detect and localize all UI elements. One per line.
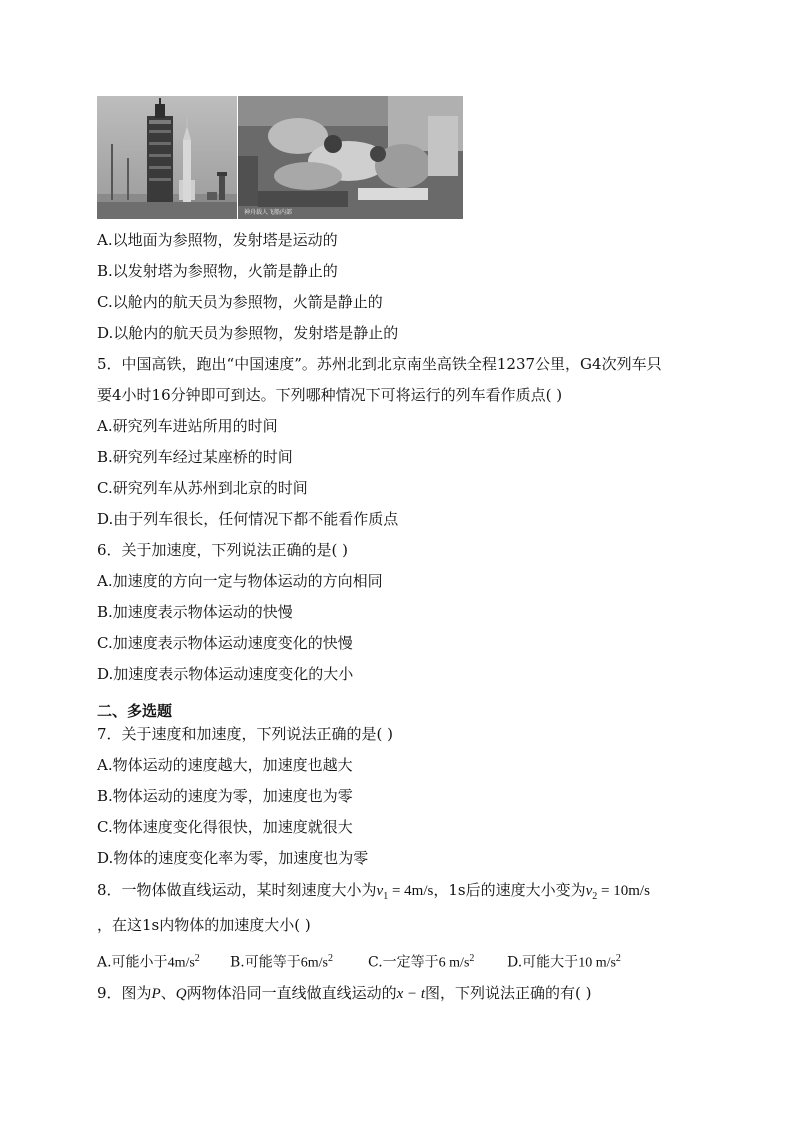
q9-stem-part-c: 图，下列说法正确的有( ) — [425, 984, 592, 1002]
q8-option-a-exponent: 2 — [194, 953, 200, 964]
v2-symbol: v — [585, 883, 593, 899]
v2-subscript: 2 — [592, 891, 598, 902]
q8-option-c-text: C.一定等于 — [368, 954, 439, 971]
v1-symbol: v — [376, 883, 384, 899]
q8-option-b-exponent: 2 — [327, 953, 333, 964]
q8-option-c-exponent: 2 — [469, 953, 475, 964]
q6-option-b: B.加速度表示物体运动的快慢 — [97, 603, 293, 621]
q6-stem: 6．关于加速度，下列说法正确的是( ) — [97, 541, 349, 559]
q9-stem — [97, 983, 592, 1004]
q6-option-d: D.加速度表示物体运动速度变化的大小 — [97, 665, 354, 683]
q8-option-d-exponent: 2 — [615, 953, 621, 964]
q7-option-a: A.物体运动的速度越大，加速度也越大 — [97, 756, 353, 774]
q6-option-a: A.加速度的方向一定与物体运动的方向相同 — [97, 572, 383, 590]
q5-option-d: D.由于列车很长，任何情况下都不能看作质点 — [97, 510, 399, 528]
q4-option-a: A.以地面为参照物，发射塔是运动的 — [97, 231, 338, 249]
q8-option-a-value: 4m/s — [167, 955, 195, 971]
q8-stem-part-a: 8．一物体做直线运动，某时刻速度大小为 — [97, 881, 377, 899]
q5-option-a: A.研究列车进站所用的时间 — [97, 417, 278, 435]
q9-object-q: Q — [175, 986, 187, 1002]
q7-stem: 7．关于速度和加速度，下列说法正确的是( ) — [97, 725, 394, 743]
q9-object-p: P — [151, 986, 161, 1002]
q4-option-d: D.以舱内的航天员为参照物，发射塔是静止的 — [97, 324, 399, 342]
q7-option-c: C.物体速度变化得很快，加速度就很大 — [97, 818, 353, 836]
q9-xt-label: x − t — [396, 986, 426, 1002]
q4-option-b: B.以发射塔为参照物，火箭是静止的 — [97, 262, 338, 280]
q8-stem-line2: ，在这1s内物体的加速度大小( ) — [97, 916, 311, 934]
q8-option-c — [368, 949, 507, 974]
v1-value: = 4m/s — [388, 883, 434, 899]
photo-strip — [97, 96, 463, 219]
q8-option-a-text: A.可能小于 — [97, 954, 168, 971]
q8-option-b-value: 6m/s — [300, 955, 328, 971]
q8-option-a — [97, 949, 230, 974]
q8-option-d — [507, 949, 621, 974]
q8-option-b — [230, 949, 368, 974]
q4-option-c: C.以舱内的航天员为参照物，火箭是静止的 — [97, 293, 383, 311]
q7-option-d: D.物体的速度变化率为零，加速度也为零 — [97, 849, 369, 867]
photo-caption: 神舟载人飞船内部 — [244, 209, 293, 216]
astronauts-in-cabin-photo — [238, 96, 463, 219]
launch-tower-photo — [97, 96, 237, 219]
q9-separator: 、 — [160, 984, 176, 1002]
q6-option-c: C.加速度表示物体运动速度变化的快慢 — [97, 634, 353, 652]
q8-stem-line1 — [97, 880, 650, 907]
q8-stem-part-b: ，1s后的速度大小变为 — [433, 881, 586, 899]
q7-option-b: B.物体运动的速度为零，加速度也为零 — [97, 787, 353, 805]
q8-options — [97, 949, 621, 974]
q8-option-b-text: B.可能等于 — [230, 954, 301, 971]
q9-stem-part-b: 两物体沿同一直线做直线运动的 — [186, 984, 397, 1002]
q5-option-b: B.研究列车经过某座桥的时间 — [97, 448, 293, 466]
q9-stem-part-a: 9．图为 — [97, 984, 152, 1002]
q8-option-c-value: 6 m/s — [438, 955, 470, 971]
v2-value: = 10m/s — [597, 883, 650, 899]
q5-stem-line1: 5．中国高铁，跑出“中国速度”。苏州北到北京南坐高铁全程1237公里，G4次列车只 — [97, 355, 662, 373]
section-heading-multiple-choice: 二、多选题 — [97, 702, 173, 720]
q5-option-c: C.研究列车从苏州到北京的时间 — [97, 479, 308, 497]
q5-stem-line2: 要4小时16分钟即可到达。下列哪种情况下可将运行的列车看作质点( ) — [97, 386, 563, 404]
q8-option-d-text: D.可能大于 — [507, 954, 579, 971]
q8-option-d-value: 10 m/s — [578, 955, 616, 971]
v1-subscript: 1 — [383, 891, 389, 902]
